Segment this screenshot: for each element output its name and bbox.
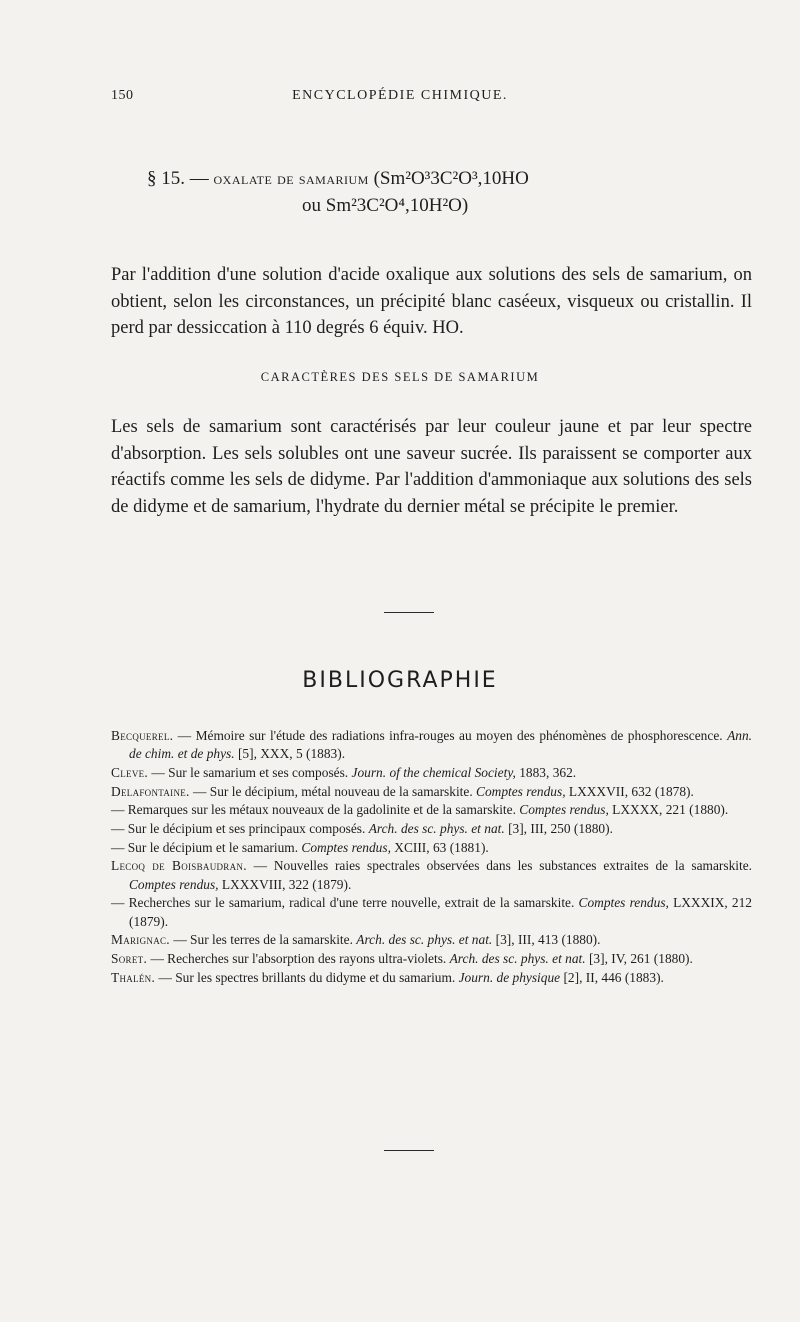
divider-rule-bottom (384, 1150, 434, 1151)
entry-ref: [5], XXX, 5 (1883). (234, 746, 346, 762)
entry-ref: [3], III, 413 (1880). (492, 932, 601, 948)
entry-journal: Comptes rendus, (129, 876, 219, 892)
subheading-caracteres: CARACTÈRES DES SELS DE SAMARIUM (260, 370, 540, 384)
entry-text: — Sur les terres de la samarskite. (169, 932, 357, 948)
entry-ref: [3], III, 250 (1880). (504, 821, 613, 837)
bibliography-title: BIBLIOGRAPHIE (302, 668, 498, 693)
paragraph-oxalate: Par l'addition d'une solution d'acide oxalique aux solutions des sels de samarium, on obtient, selon les circonstances, un précipité blanc caséeux, visqueux ou cristallin. Il perd par dessiccation à 110 degrés 6 équiv. HO. (111, 265, 752, 338)
entry-author: Soret. (111, 950, 148, 966)
entry-text: — Recherches sur le samarium, radical d'une terre nouvelle, extrait de la samarskite. (111, 895, 579, 911)
entry-ref: [3], IV, 261 (1880). (585, 950, 693, 966)
section-formula-alt: ou Sm²3C²O⁴,10H²O) (302, 195, 469, 216)
entry-journal: Comptes rendus, (578, 895, 669, 911)
bibliography-entry (111, 801, 752, 819)
entry-author: Lecoq de Boisbaudran. (111, 858, 247, 874)
entry-author: Thalén. (111, 969, 156, 985)
entry-text: — Sur le décipium et ses principaux composés. (111, 821, 369, 837)
running-title: ENCYCLOPÉDIE CHIMIQUE. (292, 88, 508, 103)
bibliography-entry (111, 950, 752, 968)
entry-ref: LXXXVII, 632 (1878). (565, 783, 694, 799)
bibliography-entry (111, 931, 752, 949)
entry-journal: Comptes rendus, (519, 802, 609, 818)
entry-journal: Comptes rendus, (476, 783, 566, 799)
entry-journal: Journ. of the chemical Society, (351, 764, 516, 780)
entry-journal: Journ. de physique (458, 969, 561, 985)
divider-rule (384, 612, 434, 613)
entry-text: — Sur le décipium, métal nouveau de la samarskite. (189, 783, 477, 799)
entry-ref: XCIII, 63 (1881). (390, 839, 489, 855)
entry-ref: LXXXVIII, 322 (1879). (218, 876, 352, 892)
entry-text: — Sur le samarium et ses composés. (148, 764, 352, 780)
section-heading (147, 168, 529, 190)
section-formula: (Sm²O³3C²O³,10HO (373, 168, 529, 189)
entry-text: — Recherches sur l'absorption des rayons ultra-violets. (147, 950, 450, 966)
bibliography-entry (111, 727, 752, 763)
entry-author: Cleve. (111, 764, 149, 780)
bibliography-entry (111, 857, 752, 893)
bibliography-entry (111, 783, 752, 801)
entry-journal: Arch. des sc. phys. et nat. (356, 932, 493, 948)
entry-ref: [2], II, 446 (1883). (560, 969, 664, 985)
entry-text: — Remarques sur les métaux nouveaux de la gadolinite et de la samarskite. (111, 802, 520, 818)
entry-author: Marignac. (111, 932, 170, 948)
entry-journal: Arch. des sc. phys. et nat. (368, 821, 505, 837)
entry-author: Becquerel. (111, 728, 174, 743)
section-number: § 15. — (147, 168, 209, 189)
entry-ref: LXXXIX, 212 (1879). (129, 895, 752, 929)
bibliography-entry (111, 820, 752, 838)
bibliography-list (111, 727, 752, 987)
entry-ref: LXXXX, 221 (1880). (608, 802, 729, 818)
entry-author: Delafontaine. (111, 783, 190, 799)
page-header (0, 88, 800, 112)
section-title: oxalate de samarium (213, 169, 369, 188)
paragraph-caracteres: Les sels de samarium sont caractérisés par leur couleur jaune et par leur spectre d'absorption. Les sels solubles ont une saveur sucrée. Ils paraissent se comporter aux réactifs comme les sels de didyme. Par l'addition d'ammoniaque aux solutions des sels de didyme et de samarium, l'hydrate du dernier métal se précipite le premier. (111, 417, 752, 517)
entry-text: — Mémoire sur l'étude des radiations infra-rouges au moyen des phénomènes de phosphorescence. (173, 728, 728, 743)
entry-journal: Comptes rendus, (301, 839, 391, 855)
bibliography-entry (111, 969, 752, 987)
bibliography-entry (111, 764, 752, 782)
entry-text: — Sur les spectres brillants du didyme et du samarium. (155, 969, 459, 985)
entry-text: — Nouvelles raies spectrales observées dans les substances extraites de la samarskite. (246, 858, 752, 874)
bibliography-entry (111, 894, 752, 930)
page-number: 150 (111, 88, 134, 103)
entry-text: — Sur le décipium et le samarium. (111, 839, 302, 855)
entry-ref: 1883, 362. (515, 764, 577, 780)
bibliography-entry (111, 839, 752, 857)
entry-journal: Arch. des sc. phys. et nat. (449, 950, 586, 966)
entry-journal: Ann. de chim. et de phys. (129, 728, 752, 762)
